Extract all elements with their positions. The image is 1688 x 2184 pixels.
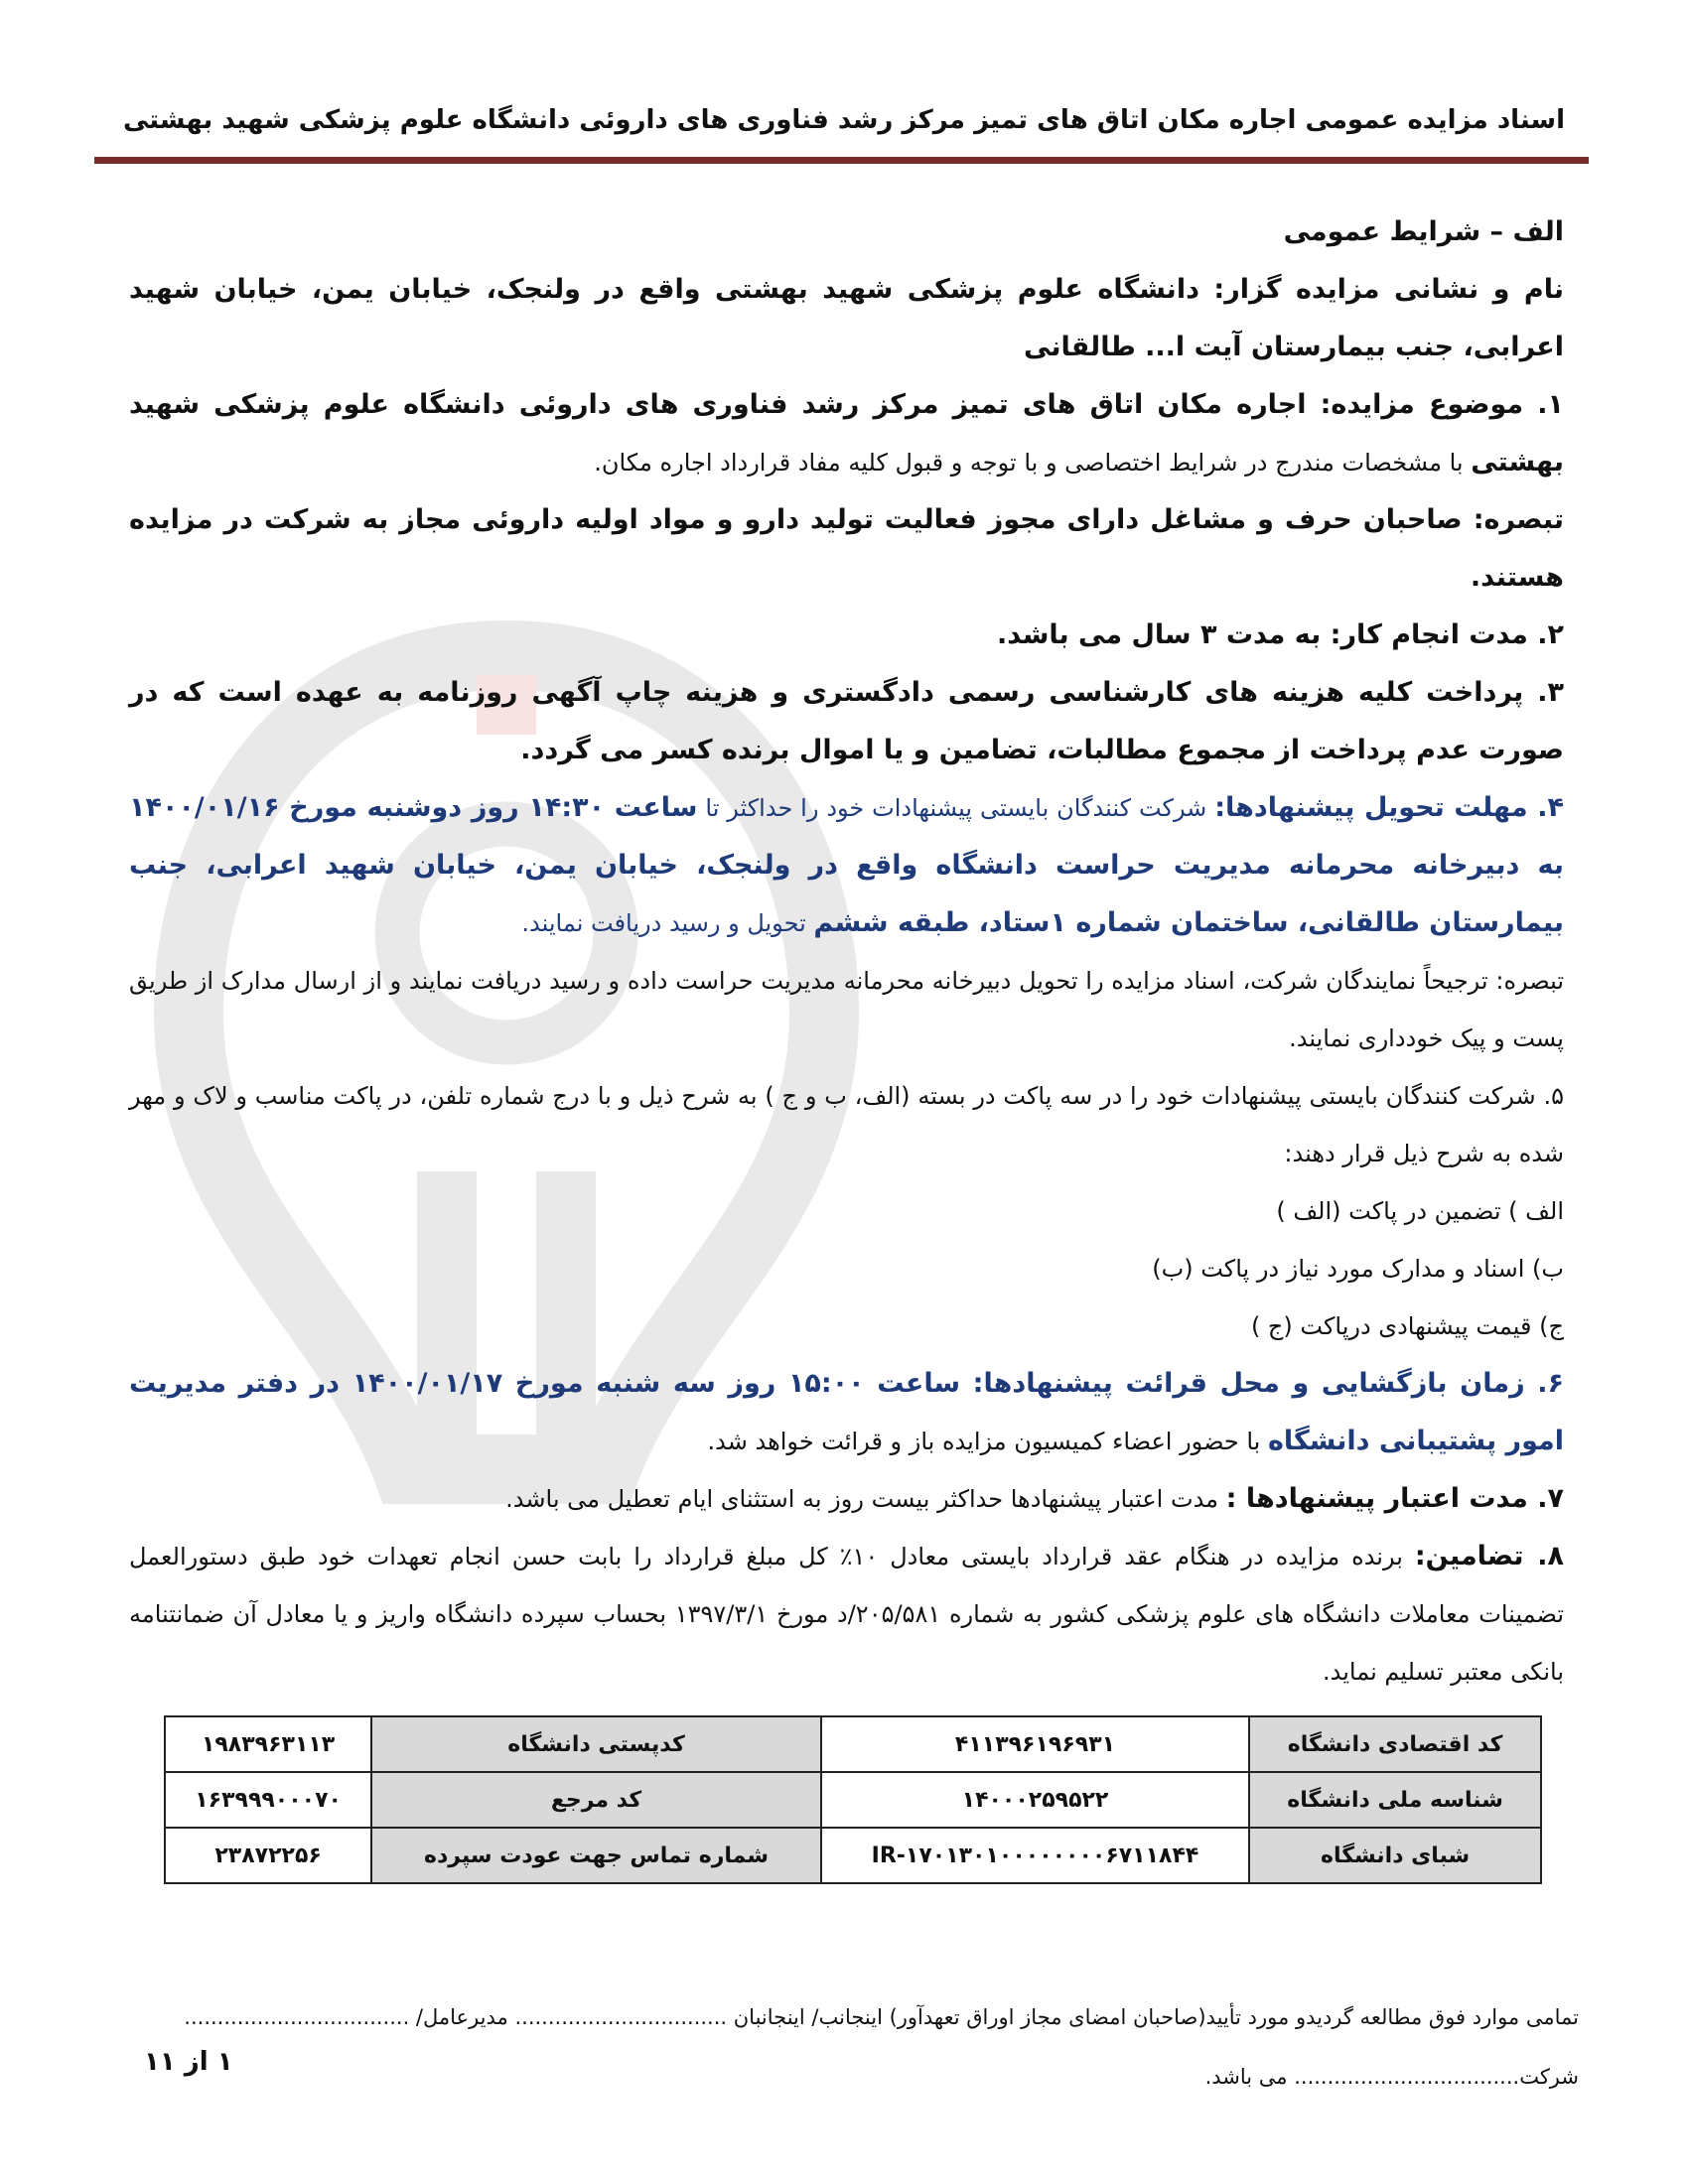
table-value: ۱۶۳۹۹۹۰۰۰۷۰ [165, 1772, 371, 1828]
item-1 [129, 376, 1564, 491]
item-5-b: ب) اسناد و مدارک مورد نیاز در پاکت (ب) [1152, 1255, 1564, 1283]
item-1-title: ۱. موضوع مزایده: اجاره مکان اتاق های تمیز مرکز رشد فناوری های داروئی دانشگاه علوم پزشکی شهید بهشتی [129, 389, 1564, 478]
table-value: ۱۹۸۳۹۶۳۱۱۳ [165, 1716, 371, 1772]
item-4 [129, 779, 1564, 952]
table-label: شماره تماس جهت عودت سپرده [371, 1828, 821, 1883]
item-8-text: برنده مزایده در هنگام عقد قرارداد بایستی معادل ۱۰٪ کل مبلغ قرارداد را بابت حسن انجام تعهدات خود طبق دستورالعمل تضمینات معاملات دانشگاه های علوم پزشکی کشور به شماره ۲۰۵/۵۸۱/د مورخ ۱۳۹۷/۳/۱ بحساب سپرده دانشگاه واریز و یا معادل آن ضمانتنامه بانکی معتبر تسلیم نماید. [129, 1543, 1564, 1686]
item-3: ۳. پرداخت کلیه هزینه های کارشناسی رسمی دادگستری و هزینه چاپ آگهی روزنامه به عهده است که در صورت عدم پرداخت از مجموع مطالبات، تضامین و یا اموال برنده کسر می گردد. [129, 677, 1564, 765]
footer-company: شرکت.................................. می باشد. [1204, 2065, 1579, 2089]
table-label: شبای دانشگاه [1249, 1828, 1541, 1883]
item-5: ۵. شرکت کنندگان بایستی پیشنهادات خود را در سه پاکت در بسته (الف، ب و ج ) به شرح ذیل و با درج شماره تلفن، در پاکت مناسب و لاک و مهر شده به شرح ذیل قرار دهند: [129, 1082, 1564, 1167]
table-row [165, 1828, 1541, 1883]
item-7 [129, 1470, 1564, 1528]
item-4-text-1: شرکت کنندگان بایستی پیشنهادات خود را حداکثر تا [697, 794, 1215, 822]
university-info-table [164, 1715, 1542, 1884]
item-2: ۲. مدت انجام کار: به مدت ۳ سال می باشد. [996, 619, 1564, 650]
item-7-text: مدت اعتبار پیشنهادها حداکثر بیست روز به استثنای ایام تعطیل می باشد. [505, 1485, 1226, 1513]
item-4-title: ۴. مهلت تحویل پیشنهادها: [1214, 792, 1564, 823]
section-title: الف – شرایط عمومی [1283, 216, 1564, 247]
table-label: کدپستی دانشگاه [371, 1716, 821, 1772]
note-1: تبصره: صاحبان حرف و مشاغل دارای مجوز فعالیت تولید دارو و مواد اولیه داروئی مجاز به شرکت در مزایده هستند. [129, 504, 1564, 593]
table-value: ۴۱۱۳۹۶۱۹۶۹۳۱ [821, 1716, 1249, 1772]
item-5-c: ج) قیمت پیشنهادی درپاکت (ج ) [1250, 1312, 1564, 1340]
item-8 [129, 1528, 1564, 1701]
item-4-text-2: تحویل و رسید دریافت نمایند. [521, 909, 814, 937]
header-divider [94, 157, 1589, 164]
table-row [165, 1772, 1541, 1828]
footer-confirmation: تمامی موارد فوق مطالعه گردیدو مورد تأیید(صاحبان امضای مجاز اوراق تعهدآور) اینجانب/ اینجانبان ................................ مدیرعامل/ .................................. [184, 2005, 1579, 2029]
note-2: تبصره: ترجیحاً نمایندگان شرکت، اسناد مزایده را تحویل دبیرخانه محرمانه مدیریت حراست داده و رسید دریافت نمایند و از ارسال مدارک از طریق پست و پیک خودداری نمایند. [129, 967, 1564, 1052]
document-header: اسناد مزایده عمومی اجاره مکان اتاق های تمیز مرکز رشد فناوری های داروئی دانشگاه علوم پزشکی شهید بهشتی [122, 105, 1566, 135]
item-1-text: با مشخصات مندرج در شرایط اختصاصی و با توجه و قبول کلیه مفاد قرارداد اجاره مکان. [594, 449, 1472, 477]
table-label: کد مرجع [371, 1772, 821, 1828]
item-6-title: ۶. زمان بازگشایی و محل قرائت پیشنهادها: ساعت ۱۵:۰۰ روز سه شنبه مورخ ۱۴۰۰/۰۱/۱۷ در دفتر مدیریت امور پشتیبانی دانشگاه [129, 1368, 1565, 1456]
item-6 [129, 1355, 1564, 1470]
item-4-deadline: ساعت ۱۴:۳۰ روز دوشنبه مورخ ۱۴۰۰/۰۱/۱۶ به دبیرخانه محرمانه مدیریت حراست دانشگاه واقع در ولنجک، خیابان یمن، خیابان شهید اعرابی، جنب بیمارستان طالقانی، ساختمان شماره ۱ستاد، طبقه ششم [129, 792, 1564, 938]
item-6-text: با حضور اعضاء کمیسیون مزایده باز و قرائت خواهد شد. [707, 1428, 1268, 1455]
table-label: کد اقتصادی دانشگاه [1249, 1716, 1541, 1772]
conditions-content [129, 204, 1564, 1701]
table-label: شناسه ملی دانشگاه [1249, 1772, 1541, 1828]
auctioneer-address: نام و نشانی مزایده گزار: دانشگاه علوم پزشکی شهید بهشتی واقع در ولنجک، خیابان یمن، خیابان شهید اعرابی، جنب بیمارستان آیت ا... طالقانی [129, 274, 1564, 362]
item-8-title: ۸. تضامین: [1414, 1541, 1564, 1571]
table-value: IR-۱۷۰۱۳۰۱۰۰۰۰۰۰۰۰۶۷۱۱۸۴۴ [821, 1828, 1249, 1883]
item-5-a: الف ) تضمین در پاکت (الف ) [1276, 1197, 1564, 1225]
table-value: ۱۴۰۰۰۲۵۹۵۲۲ [821, 1772, 1249, 1828]
table-value: ۲۳۸۷۲۲۵۶ [165, 1828, 371, 1883]
item-7-title: ۷. مدت اعتبار پیشنهادها : [1225, 1483, 1564, 1514]
page-number: ۱ از ۱۱ [144, 2047, 233, 2077]
table-row [165, 1716, 1541, 1772]
